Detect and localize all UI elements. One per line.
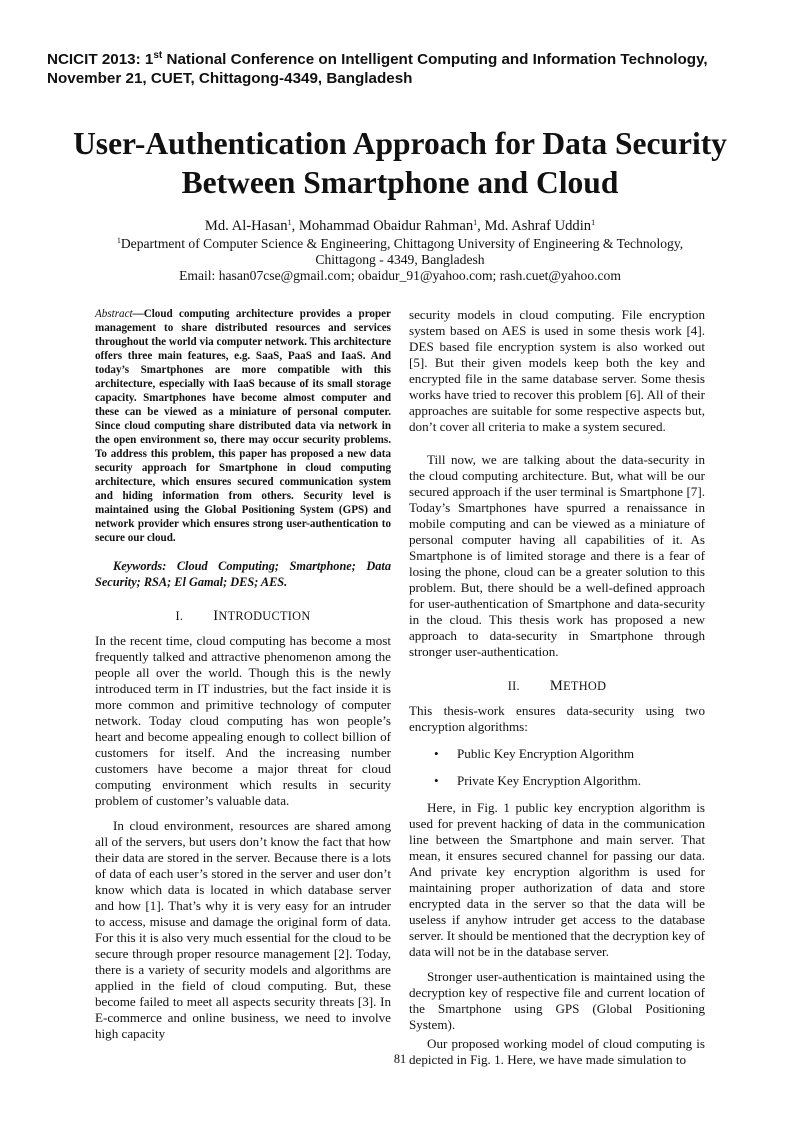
- affiliation-line-1: [40, 236, 760, 252]
- proposed-model-paragraph: Our proposed working model of cloud computing is depicted in Fig. 1. Here, we have made simulation to: [409, 1036, 705, 1067]
- left-column: [95, 307, 391, 1042]
- conference-header: [47, 50, 767, 88]
- intro-paragraph-2: In cloud environment, resources are shared among all of the servers, but users don’t know the fact that how their data are stored in the server. Because there is a lots of data of each user’s stored in the server and user don’t know which data is located in which database server and how [1]. That’s why it is very easy for an intruder to access, misuse and damage the original form of data. For this it is also very much essential for the cloud to be secure through proper resource management [2]. Today, there is a variety of security models and algorithms are applied in the field of cloud computing. But, these become failed to meet all aspects security threats [3]. In E-commerce and online business, we need to involve high capacity: [95, 818, 391, 1041]
- section-number: I.: [175, 609, 184, 623]
- stronger-auth-paragraph: Stronger user-authentication is maintained using the decryption key of respective file and current location of the Smartphone using GPS (Global Positioning System).: [409, 969, 705, 1032]
- author-block: [40, 216, 760, 284]
- keywords: Keywords: Cloud Computing; Smartphone; Data Security; RSA; El Gamal; DES; AES.: [95, 559, 391, 589]
- title-line-2: Between Smartphone and Cloud: [181, 165, 619, 200]
- abstract-text: Cloud computing architecture provides a proper management to share distributed resources and services throughout the world via computer network. This architecture offers three main features, e.g. SaaS, PaaS and IaaS. And today’s Smartphones are more compatible with this architecture, especially with IaaS because of its small storage capacity. Smartphones have become almost computer and these can be viewed as a miniature of personal computer. Since cloud computing share distributed data via network in the open environment so, there may occur security problems. To address this problem, this paper has proposed a new data security approach for Smartphone in cloud computing architecture, which ensures secured communication system and hiding information from others. Security level is maintained using the Global Positioning System (GPS) and network provider which ensures strong user-authentication to secure our cloud.: [95, 308, 391, 544]
- affiliation-line-2: Chittagong - 4349, Bangladesh: [315, 252, 485, 267]
- author-separator: ,: [477, 218, 485, 234]
- continuation-paragraph: security models in cloud computing. File encryption system based on AES is used in some thesis work [4]. DES based file encryption system is also worked out [5]. But their given models keep both the key and encrypted file in the same database server. Some thesis works have tried to recover this problem [6]. All of their approaches are suitable for some respective aspects but, don’t cover all criteria to make a system secured.: [409, 307, 705, 434]
- author-names: [40, 216, 760, 236]
- section-heading-introduction: [95, 608, 391, 624]
- section-title: NTRODUCTION: [218, 609, 311, 623]
- method-intro-paragraph: This thesis-work ensures data-security using two encryption algorithms:: [409, 703, 705, 734]
- bullet-glyph: •: [434, 746, 439, 761]
- author-separator: ,: [291, 218, 299, 234]
- author-1: Md. Al-Hasan: [204, 218, 288, 234]
- conference-name-part: NCICIT 2013: 1: [47, 51, 154, 68]
- affiliation-mark: 1: [116, 236, 121, 245]
- list-item-text: Public Key Encryption Algorithm: [457, 746, 635, 761]
- title-line-1: User-Authentication Approach for Data Security: [73, 126, 727, 161]
- author-3: Md. Ashraf Uddin: [484, 218, 592, 234]
- list-item: [409, 773, 705, 789]
- author-2: Mohammad Obaidur Rahman: [298, 218, 474, 234]
- author-emails: Email: hasan07cse@gmail.com; obaidur_91@yahoo.com; rash.cuet@yahoo.com: [179, 268, 621, 283]
- section-initial: M: [549, 678, 564, 694]
- section-number: II.: [507, 679, 520, 693]
- section-heading-method: [409, 678, 705, 694]
- page-number: 81: [393, 1052, 407, 1066]
- conference-ordinal-suffix: st: [153, 50, 163, 61]
- affiliation-text: Department of Computer Science & Engineering, Chittagong University of Engineering & Technology,: [120, 236, 684, 251]
- conference-line-2: November 21, CUET, Chittagong-4349, Bangladesh: [47, 70, 413, 87]
- author-3-affiliation-mark: 1: [591, 218, 596, 227]
- algorithm-list: [409, 746, 705, 789]
- section-initial: I: [213, 608, 219, 624]
- abstract-label: Abstract: [95, 308, 133, 320]
- list-item-text: Private Key Encryption Algorithm.: [457, 773, 642, 788]
- conference-line-1: [47, 50, 767, 69]
- intro-paragraph-1: In the recent time, cloud computing has become a most frequently talked and attractive phenomenon among the people all over the world. Though this is the newly introduced term in IT industries, but the fact inside it is more common and primitive technology of computer network. Today cloud computing has won people’s heart and become appealing enough to collect billion of customers for itself. And the increasing number customers have become a major threat for cloud computing environment which results in security problem of customer’s valuable data.: [95, 633, 391, 808]
- fig1-paragraph: Here, in Fig. 1 public key encryption algorithm is used for prevent hacking of data in the communication line between the Smartphone and main server. That mean, it ensures secured channel for passing our data. And private key encryption algorithm is used for maintaining proper authorization of data and store encrypted data in the server so that the data will be useless if anyhow intruder get access to the database server. It should be mentioned that the decryption key of data will not be in the database server.: [409, 800, 705, 959]
- author-1-affiliation-mark: 1: [287, 218, 292, 227]
- right-column: [409, 307, 705, 1068]
- abstract: Abstract—Cloud computing architecture provides a proper management to share distributed resources and services throughout the world via computer network. This architecture offers three main features, e.g. SaaS, PaaS and IaaS. And today’s Smartphones are more compatible with this architecture, especially with IaaS because of its small storage capacity. Smartphones have become almost computer and these can be viewed as a miniature of personal computer. Since cloud computing share distributed data via network in the open environment so, there may occur security problems. To address this problem, this paper has proposed a new data security approach for Smartphone in cloud computing architecture, which ensures secured communication system and hiding information from others. Security level is maintained using the Global Positioning System (GPS) and network provider which ensures strong user-authentication to secure our cloud.: [95, 308, 391, 544]
- bullet-glyph: •: [434, 773, 439, 788]
- list-item: [409, 746, 705, 762]
- till-now-paragraph: Till now, we are talking about the data-security in the cloud computing architecture. But, what will be our secured approach if the user terminal is Smartphone [7]. Today’s Smartphones have spurred a renaissance in mobile computing and can be viewed as a miniature of personal computer having all capabilities of it. As Smartphone is of limited storage and there is a fear of losing the phone, cloud can be a greater solution to this problem. But, there should be a well-defined approach for user-authentication of Smartphone and data-security in the cloud. This thesis work has proposed a new approach to data-security in Smartphone through stronger user-authentication.: [409, 452, 705, 659]
- section-title: ETHOD: [563, 679, 607, 693]
- paper-title: [40, 124, 760, 202]
- conference-name-rest: National Conference on Intelligent Computing and Information Technology,: [162, 51, 708, 68]
- author-2-affiliation-mark: 1: [473, 218, 478, 227]
